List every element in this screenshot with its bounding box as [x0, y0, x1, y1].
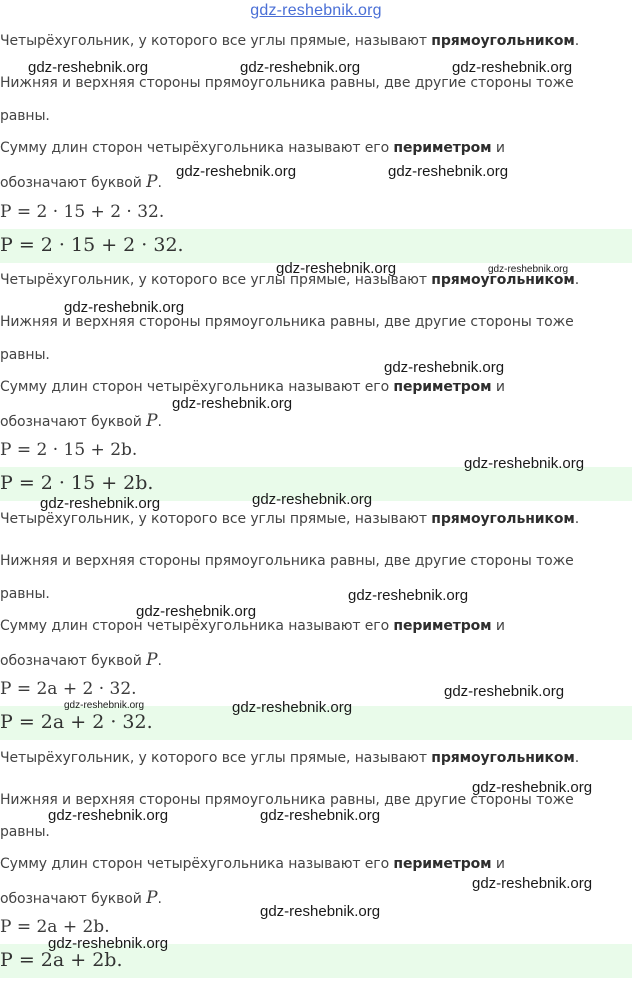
perimeter-notation: обозначают буквой P. [0, 172, 162, 192]
sides-statement: Нижняя и верхняя стороны прямоугольника равны, две другие стороны тоже [0, 314, 574, 330]
sides-statement-continued: равны. [0, 108, 50, 124]
watermark-text: gdz-reshebnik.org [28, 59, 149, 76]
watermark-text: gdz-reshebnik.org [48, 807, 169, 824]
perimeter-formula: P = 2a + 2b. [0, 917, 110, 937]
watermark-text: gdz-reshebnik.org [464, 455, 585, 472]
perimeter-definition: Сумму длин сторон четырёхугольника называют его периметром и [0, 379, 505, 395]
perimeter-notation: обозначают буквой P. [0, 650, 162, 670]
perimeter-formula: P = 2 · 15 + 2b. [0, 440, 138, 460]
watermark-text: gdz-reshebnik.org [136, 603, 257, 620]
sides-statement-continued: равны. [0, 347, 50, 363]
perimeter-definition: Сумму длин сторон четырёхугольника называют его периметром и [0, 618, 505, 634]
watermark-text: gdz-reshebnik.org [452, 59, 573, 76]
answer-formula: P = 2a + 2 · 32. [0, 711, 153, 733]
perimeter-definition: Сумму длин сторон четырёхугольника называют его периметром и [0, 856, 505, 872]
answer-formula: P = 2 · 15 + 2b. [0, 472, 154, 494]
watermark-text: gdz-reshebnik.org [48, 935, 169, 952]
watermark-text: gdz-reshebnik.org [64, 700, 145, 711]
sides-statement: Нижняя и верхняя стороны прямоугольника равны, две другие стороны тоже [0, 553, 574, 569]
watermark-text: gdz-reshebnik.org [172, 395, 293, 412]
site-header-link[interactable]: gdz-reshebnik.org [250, 2, 382, 19]
watermark-text: gdz-reshebnik.org [64, 299, 185, 316]
sides-statement: Нижняя и верхняя стороны прямоугольника равны, две другие стороны тоже [0, 75, 574, 91]
rectangle-definition: Четырёхугольник, у которого все углы прямые, называют прямоугольником. [0, 33, 580, 49]
watermark-text: gdz-reshebnik.org [388, 163, 509, 180]
watermark-text: gdz-reshebnik.org [276, 260, 397, 277]
perimeter-notation: обозначают буквой P. [0, 411, 162, 431]
watermark-text: gdz-reshebnik.org [260, 807, 381, 824]
watermark-text: gdz-reshebnik.org [176, 163, 297, 180]
watermark-text: gdz-reshebnik.org [348, 587, 469, 604]
sides-statement: Нижняя и верхняя стороны прямоугольника равны, две другие стороны тоже [0, 792, 574, 808]
watermark-text: gdz-reshebnik.org [444, 683, 565, 700]
sides-statement-continued: равны. [0, 824, 50, 840]
watermark-text: gdz-reshebnik.org [384, 359, 505, 376]
perimeter-formula: P = 2a + 2 · 32. [0, 679, 137, 699]
rectangle-definition: Четырёхугольник, у которого все углы прямые, называют прямоугольником. [0, 511, 580, 527]
answer-formula: P = 2 · 15 + 2 · 32. [0, 234, 184, 256]
sides-statement-continued: равны. [0, 586, 50, 602]
perimeter-definition: Сумму длин сторон четырёхугольника называют его периметром и [0, 140, 505, 156]
watermark-text: gdz-reshebnik.org [260, 903, 381, 920]
watermark-text: gdz-reshebnik.org [472, 779, 593, 796]
watermark-text: gdz-reshebnik.org [40, 495, 161, 512]
watermark-text: gdz-reshebnik.org [488, 264, 569, 275]
answer-formula: P = 2a + 2b. [0, 949, 123, 971]
rectangle-definition: Четырёхугольник, у которого все углы прямые, называют прямоугольником. [0, 750, 580, 766]
perimeter-notation: обозначают буквой P. [0, 888, 162, 908]
watermark-text: gdz-reshebnik.org [240, 59, 361, 76]
watermark-text: gdz-reshebnik.org [252, 491, 373, 508]
watermark-text: gdz-reshebnik.org [232, 699, 353, 716]
perimeter-formula: P = 2 · 15 + 2 · 32. [0, 202, 165, 222]
watermark-text: gdz-reshebnik.org [472, 875, 593, 892]
rectangle-definition: Четырёхугольник, у которого все углы прямые, называют прямоугольником. [0, 272, 580, 288]
